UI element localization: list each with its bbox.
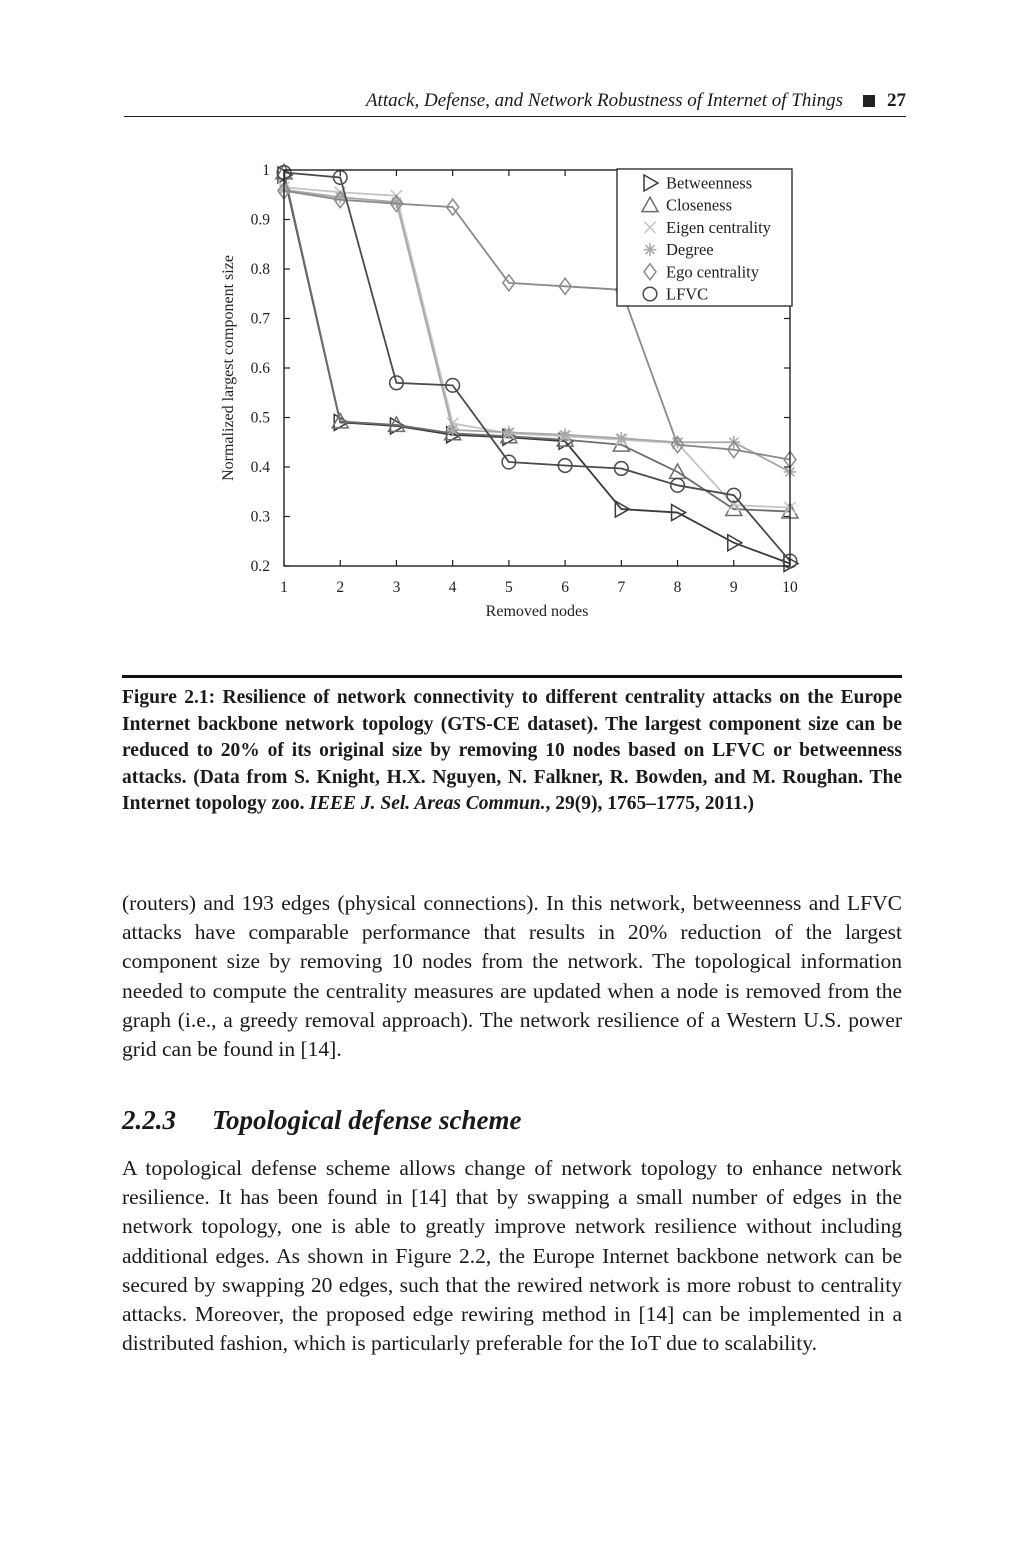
legend-label: Closeness bbox=[666, 195, 732, 215]
x-tick-label: 6 bbox=[561, 579, 569, 596]
figure-caption bbox=[122, 685, 902, 818]
x-tick-label: 5 bbox=[505, 579, 513, 596]
x-tick-label: 2 bbox=[336, 579, 345, 596]
x-tick-label: 3 bbox=[392, 579, 401, 596]
x-axis-label: Removed nodes bbox=[485, 603, 589, 620]
x-tick-label: 4 bbox=[448, 579, 457, 596]
body-paragraph-1: (routers) and 193 edges (physical connections). In this network, betweenness and LFVC attacks have comparable performance that results in 20% reduction of the largest component size by removing 10 nodes from the network. The topological information needed to compute the centrality measures are updated when a node is removed from the graph (i.e., a greedy removal approach). The network resilience of a Western U.S. power grid can be found in [14]. bbox=[122, 891, 902, 1062]
legend-label: LFVC bbox=[666, 284, 709, 304]
data-point-marker bbox=[559, 428, 572, 441]
y-tick-label: 0.3 bbox=[250, 508, 270, 526]
y-tick-label: 0.8 bbox=[250, 261, 270, 278]
section-title: Topological defense scheme bbox=[212, 1105, 522, 1135]
running-head-title: Attack, Defense, and Network Robustness of Internet of Things bbox=[365, 90, 843, 111]
legend-label: Betweenness bbox=[666, 173, 753, 193]
y-tick-label: 0.9 bbox=[250, 211, 270, 229]
caption-end: , 29(9), 1765–1775, 2011.) bbox=[545, 793, 754, 814]
legend-label: Degree bbox=[666, 240, 714, 260]
legend bbox=[617, 169, 792, 306]
y-tick-label: 0.5 bbox=[250, 409, 270, 427]
caption-main: Figure 2.1: Resilience of network connectivity to different centrality attacks on the Europe Internet backbone network topology (GTS-CE dataset). The largest component size can be reduced to 20% of its original size by removing 10 nodes based on LFVC or betweenness attacks. (Data from S. Knight, H.X. Nguyen, N. Falkner, R. Bowden, and M. Roughan. The Internet topology zoo. bbox=[122, 687, 902, 814]
body-paragraph-2: A topological defense scheme allows change of network topology to enhance network resilience. It has been found in [14] that by swapping a small number of edges in the network topology, one is able to greatly improve network resilience without including additional edges. As shown in Figure 2.2, the Europe Internet backbone network can be secured by swapping 20 edges, such that the rewired network is more robust to centrality attacks. Moreover, the proposed edge rewiring method in [14] can be implemented in a distributed fashion, which is particularly preferable for the IoT due to scalability. bbox=[122, 1156, 902, 1356]
section-number: 2.2.3 bbox=[122, 1105, 176, 1135]
y-tick-label: 1 bbox=[262, 162, 270, 179]
y-tick-label: 0.2 bbox=[250, 558, 270, 575]
caption-journal: IEEE J. Sel. Areas Commun. bbox=[309, 793, 546, 814]
y-axis-label: Normalized largest component size bbox=[220, 255, 237, 481]
page-number: 27 bbox=[887, 90, 906, 111]
x-tick-label: 7 bbox=[617, 579, 626, 596]
legend-label: Eigen centrality bbox=[666, 217, 771, 237]
figure-rule bbox=[122, 675, 902, 678]
y-tick-label: 0.4 bbox=[250, 459, 270, 476]
figure-chart bbox=[0, 0, 1024, 640]
x-tick-label: 9 bbox=[729, 579, 738, 596]
x-tick-label: 10 bbox=[782, 579, 798, 596]
data-point-marker bbox=[615, 432, 628, 445]
x-tick-label: 1 bbox=[280, 579, 288, 596]
section-heading bbox=[122, 1105, 902, 1136]
data-point-marker bbox=[446, 423, 459, 436]
legend-label: Ego centrality bbox=[666, 262, 760, 282]
y-tick-label: 0.6 bbox=[250, 360, 270, 377]
x-tick-label: 8 bbox=[673, 579, 682, 596]
y-tick-label: 0.7 bbox=[250, 310, 270, 328]
